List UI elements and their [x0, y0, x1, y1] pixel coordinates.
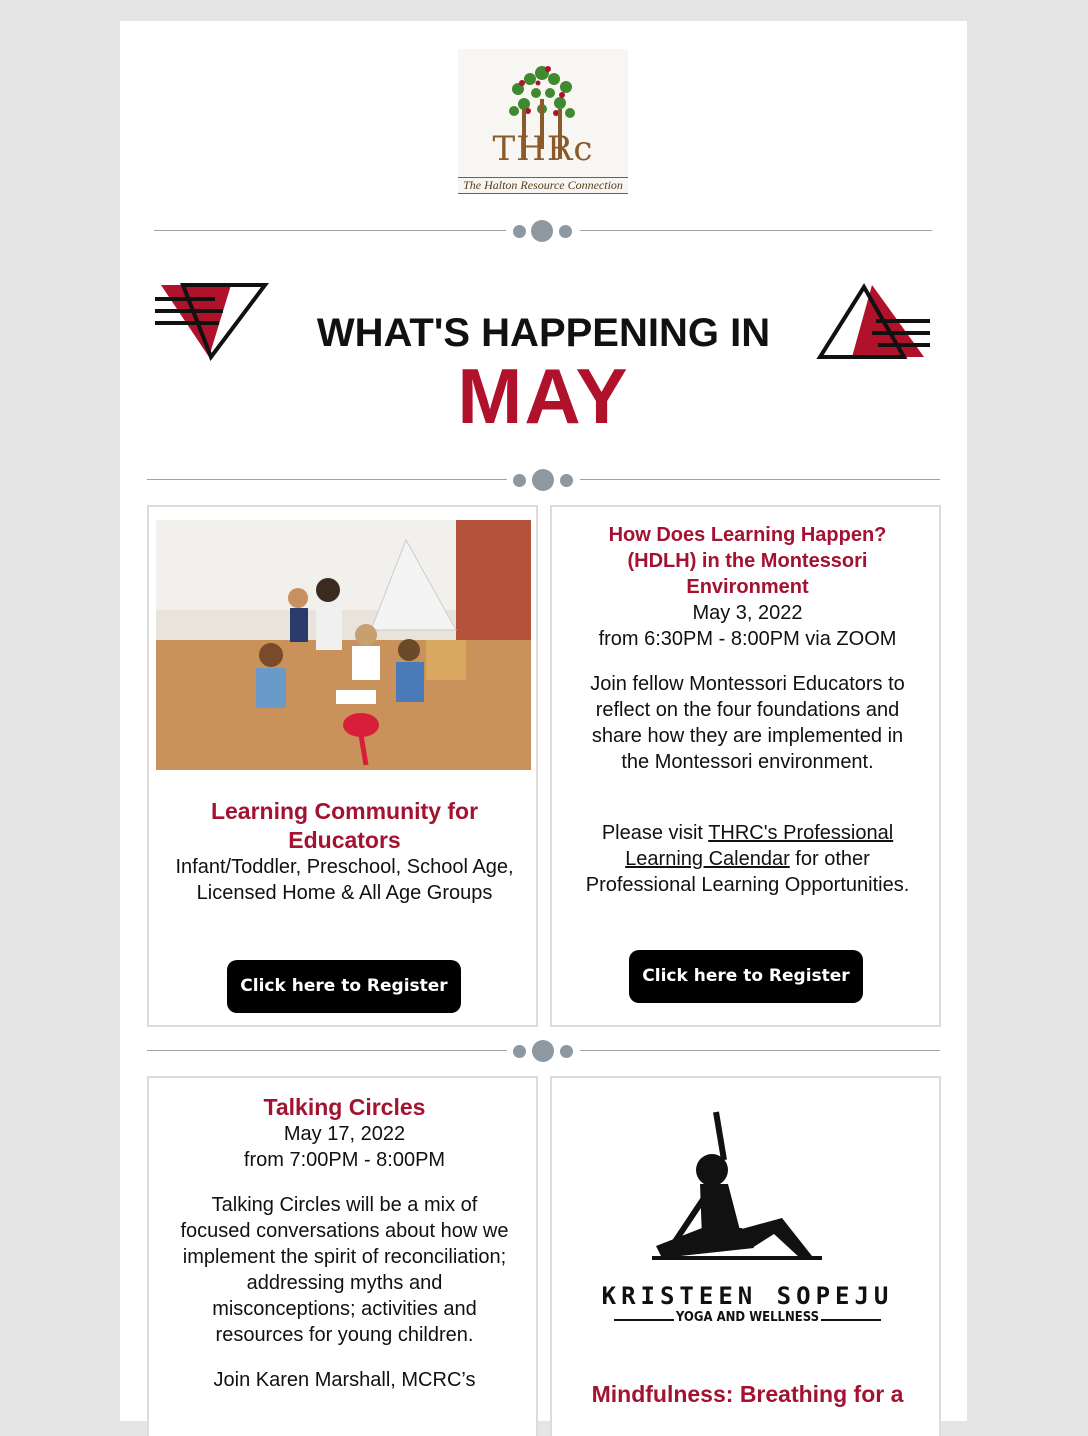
banner-heading: WHAT'S HAPPENING IN: [316, 311, 771, 355]
event-time: from 6:30PM - 8:00PM via ZOOM: [598, 628, 897, 650]
thrc-logo: [458, 49, 628, 194]
card-title: Talking Circles: [263, 1094, 426, 1120]
professional-learning-calendar-link[interactable]: THRC's Professional Learning Calendar: [625, 822, 894, 870]
newsletter-page: [120, 21, 967, 1421]
banner-month: MAY: [457, 352, 630, 440]
event-date: May 17, 2022: [283, 1123, 406, 1145]
divider: [154, 219, 932, 243]
event-description: Talking Circles will be a mix of focused conversations about how we implement the spirit of reconciliation; addressing myths and misconceptions; activities and resources for young children.: [180, 1194, 509, 1346]
brand-name: KRISTEEN SOPEJU: [601, 1282, 894, 1310]
logo-tagline: The Halton Resource Connection: [458, 177, 628, 194]
divider: [147, 468, 940, 492]
calendar-note-suffix: for other Professional Learning Opportunities.: [585, 848, 910, 896]
card-mindfulness: [550, 1076, 941, 1436]
card-title: How Does Learning Happen? (HDLH) in the Montessori Environment: [608, 524, 887, 598]
event-date: May 3, 2022: [692, 602, 803, 624]
calendar-note-prefix: Please visit: [601, 822, 709, 844]
event-description: Join fellow Montessori Educators to reflect on the four foundations and share how they are implemented in the Montessori environment.: [590, 673, 905, 773]
register-button[interactable]: Click here to Register: [227, 960, 461, 1013]
card-title: Mindfulness: Breathing for a: [591, 1381, 904, 1407]
divider: [147, 1039, 940, 1063]
card-groups: Infant/Toddler, Preschool, School Age, Licensed Home & All Age Groups: [175, 856, 514, 904]
brand-subtitle-text: YOGA AND WELLNESS: [675, 1310, 820, 1325]
card-hdlh: [550, 505, 941, 1027]
card-title: Learning Community for Educators: [210, 798, 479, 853]
classroom-photo: [156, 520, 531, 770]
logo-abbreviation: THRc: [492, 129, 594, 169]
card-talking-circles: [147, 1076, 538, 1436]
calendar-note: [582, 820, 913, 898]
register-button[interactable]: Click here to Register: [629, 950, 863, 1003]
yoga-pose-icon: [642, 1108, 852, 1278]
event-time: from 7:00PM - 8:00PM: [243, 1149, 446, 1171]
event-host: Join Karen Marshall, MCRC’s: [213, 1369, 476, 1391]
brand-subtitle: [614, 1310, 881, 1328]
card-learning-community: [147, 505, 538, 1027]
